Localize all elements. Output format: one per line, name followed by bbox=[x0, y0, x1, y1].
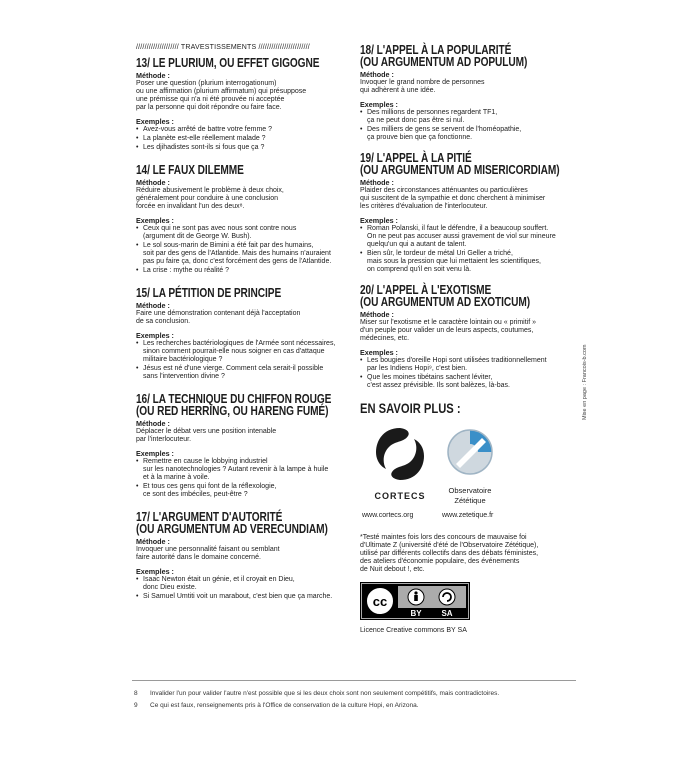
en-savoir-heading: EN SAVOIR PLUS : bbox=[360, 400, 461, 416]
side-credit: Mise en page : Francois-b.com bbox=[582, 344, 588, 420]
fallacy-title: 20/ L'APPEL À L'EXOTISME (OU ARGUMENTUM AD EXOTICUM) bbox=[360, 282, 531, 309]
list-item: • Ceux qui ne sont pas avec nous sont contre nous (argument dit de George W. Bush). bbox=[136, 225, 346, 241]
exemples-label: Exemples : bbox=[136, 331, 174, 340]
methode-label: Méthode : bbox=[360, 310, 394, 319]
footnote-star: *Testé maintes fois lors des concours de mauvaise foi d'Ultimate Z (université d'été de l'Observatoire Zététique), utilisé par différents collectifs dans des débats féministes, des ateliers d'économie populaire, des événements de Nuit debout !, etc. bbox=[360, 534, 539, 573]
partner-logos bbox=[360, 424, 576, 512]
left-column bbox=[136, 44, 346, 613]
list-item: • Des millions de personnes regardent TF1, ça ne peut donc pas être si nul. bbox=[360, 109, 576, 125]
list-item: • Avez-vous arrêté de battre votre femme ? bbox=[136, 126, 346, 134]
fallacy-20 bbox=[360, 284, 576, 390]
exemples-label: Exemples : bbox=[360, 100, 398, 109]
right-column bbox=[360, 44, 576, 634]
list-item: • Des milliers de gens se servent de l'homéopathie, ça prouve bien que ça fonctionne. bbox=[360, 126, 576, 142]
cc-text: cc bbox=[372, 594, 388, 609]
exemples-list bbox=[136, 340, 346, 381]
list-item: • Roman Polanski, il faut le défendre, il a beaucoup souffert. On ne peut pas accuser aussi gravement de viol sur mineure quelqu'un qui a autant de talent. bbox=[360, 225, 576, 249]
fallacy-15 bbox=[136, 287, 346, 381]
exemples-list bbox=[360, 109, 576, 142]
fallacy-13 bbox=[136, 57, 346, 152]
fallacy-title: 17/ L'ARGUMENT D'AUTORITÉ (OU ARGUMENTUM AD VERECUNDIAM) bbox=[136, 509, 328, 536]
methode-text: Invoquer une personnalité faisant ou semblant faire autorité dans le domaine concerné. bbox=[136, 546, 280, 561]
methode-label: Méthode : bbox=[136, 71, 170, 80]
exemples-list bbox=[360, 357, 576, 390]
list-item: • Bien sûr, le tordeur de métal Uri Geller a triché, mais sous la pression que lui mettaient les scientifiques, on comprend qu'il en soit venu là. bbox=[360, 250, 576, 274]
zetetique-name-2: Zététique bbox=[454, 496, 486, 505]
cc-sa-text: SA bbox=[441, 609, 453, 618]
list-item: • Les bougies d'oreille Hopi sont utilisées traditionnellement par les Indiens Hopi⁹, c'est bien. bbox=[360, 357, 576, 373]
methode-text: Déplacer le débat vers une position intenable par l'interlocuteur. bbox=[136, 428, 277, 443]
exemples-list bbox=[360, 225, 576, 274]
list-item: • Le sol sous-marin de Bimini a été fait par des humains, soit par des gens de l'Atlantide. Mais des humains n'auraient pas pu faire ça, donc c'est forcément des gens de l'Atlantide. bbox=[136, 242, 346, 266]
footnote-8: 8 Invalider l'un pour valider l'autre n'est possible que si les deux choix sont non seulement compétitifs, mais contradictoires. bbox=[134, 690, 500, 697]
methode-text: Miser sur l'exotisme et le caractère lointain ou « primitif » d'un peuple pour valider un de leurs aspects, coutumes, médecines, etc. bbox=[360, 319, 537, 342]
methode-text: Plaider des circonstances atténuantes ou particulières qui suscitent de la sympathie et donc cherchent à minimiser les critères d'évaluation de l'interlocuteur. bbox=[360, 187, 546, 210]
cc-by-text: BY bbox=[410, 609, 422, 618]
exemples-list bbox=[136, 225, 346, 275]
list-item: • La planète est-elle réellement malade ? bbox=[136, 135, 346, 143]
methode-text: Invoquer le grand nombre de personnes qui adhèrent à une idée. bbox=[360, 79, 485, 94]
methode-label: Méthode : bbox=[136, 419, 170, 428]
list-item: • Si Samuel Umtiti voit un marabout, c'est bien que ça marche. bbox=[136, 593, 346, 601]
exemples-label: Exemples : bbox=[136, 449, 174, 458]
cortecs-link[interactable]: www.cortecs.org bbox=[362, 512, 414, 519]
fallacy-title: 16/ LA TECHNIQUE DU CHIFFON ROUGE (OU RED HERRING, OU HARENG FUMÉ) bbox=[136, 391, 332, 418]
cortecs-name: CORTECS bbox=[374, 491, 426, 501]
partner-urls bbox=[360, 512, 576, 526]
fallacy-title: 15/ LA PÉTITION DE PRINCIPE bbox=[136, 285, 282, 300]
fallacy-title: 14/ LE FAUX DILEMME bbox=[136, 162, 244, 177]
zetetique-link[interactable]: www.zetetique.fr bbox=[442, 512, 494, 519]
list-item: • Les recherches bactériologiques de l'Armée sont nécessaires, sinon comment pourrait-elle nous soigner en cas d'attaque militaire bactériologique ? bbox=[136, 340, 346, 364]
fallacy-17 bbox=[136, 511, 346, 601]
list-item: • Que les moines tibétains sachent léviter, c'est assez prévisible. Ils sont balèzes, là-bas. bbox=[360, 374, 576, 390]
fallacy-subtitle: (OU ARGUMENTUM AD POPULUM) bbox=[360, 54, 528, 69]
list-item: • Isaac Newton était un génie, et il croyait en Dieu, donc Dieu existe. bbox=[136, 576, 346, 592]
methode-label: Méthode : bbox=[136, 537, 170, 546]
zetetique-logo[interactable] bbox=[430, 424, 510, 505]
footnote-divider bbox=[132, 680, 576, 681]
exemples-list bbox=[136, 126, 346, 152]
list-item: • Les djihadistes sont-ils si fous que ça ? bbox=[136, 144, 346, 152]
fallacy-subtitle: (OU ARGUMENTUM AD VERECUNDIAM) bbox=[136, 521, 328, 536]
fallacy-title: 13/ LE PLURIUM, OU EFFET GIGOGNE bbox=[136, 55, 320, 70]
methode-label: Méthode : bbox=[136, 301, 170, 310]
fallacy-title: 18/ L'APPEL À LA POPULARITÉ (OU ARGUMENTUM AD POPULUM) bbox=[360, 42, 528, 69]
exemples-list bbox=[136, 458, 346, 499]
list-item: • Et tous ces gens qui font de la réflexologie, ce sont des imbéciles, peut-être ? bbox=[136, 483, 346, 499]
footnote-9: 9 Ce qui est faux, renseignements pris à l'Office de conservation de la culture Hopi, en Arizona. bbox=[134, 702, 419, 709]
exemples-label: Exemples : bbox=[360, 348, 398, 357]
section-header: //////////////////// TRAVESTISSEMENTS //////////////////////// bbox=[136, 44, 310, 51]
fallacy-subtitle: (OU RED HERRING, OU HARENG FUMÉ) bbox=[136, 403, 329, 418]
cortecs-mark-icon bbox=[370, 424, 430, 484]
methode-text: Réduire abusivement le problème à deux choix, généralement pour conduire à une conclusion forcée en invalidant l'un des deux⁸. bbox=[136, 187, 284, 210]
methode-label: Méthode : bbox=[360, 178, 394, 187]
exemples-label: Exemples : bbox=[360, 216, 398, 225]
cortecs-logo[interactable] bbox=[360, 424, 440, 501]
fallacy-18 bbox=[360, 44, 576, 142]
fallacy-title: 19/ L'APPEL À LA PITIÉ (OU ARGUMENTUM AD MISERICORDIAM) bbox=[360, 150, 560, 177]
zetetique-mark-icon bbox=[442, 424, 498, 480]
zetetique-name-1: Observatoire bbox=[448, 486, 492, 495]
methode-label: Méthode : bbox=[360, 70, 394, 79]
methode-text: Faire une démonstration contenant déjà l'acceptation de sa conclusion. bbox=[136, 310, 301, 325]
exemples-label: Exemples : bbox=[136, 117, 174, 126]
creative-commons-badge-icon bbox=[360, 582, 470, 620]
fallacy-subtitle: (OU ARGUMENTUM AD MISERICORDIAM) bbox=[360, 162, 560, 177]
fallacy-14 bbox=[136, 164, 346, 275]
fallacy-19 bbox=[360, 152, 576, 274]
methode-label: Méthode : bbox=[136, 178, 170, 187]
methode-text: Poser une question (plurium interrogationum) ou une affirmation (plurium affirmatum) qui présuppose une prémisse qui n'a ni été prouvée ni acceptée par la personne qui doit répondre ou faire face. bbox=[136, 80, 307, 111]
license-text: Licence Creative commons BY SA bbox=[360, 627, 467, 634]
fallacy-subtitle: (OU ARGUMENTUM AD EXOTICUM) bbox=[360, 294, 531, 309]
list-item: • Jésus est né d'une vierge. Comment cela serait-il possible sans l'intervention divine ? bbox=[136, 365, 346, 381]
fallacy-16 bbox=[136, 393, 346, 499]
exemples-label: Exemples : bbox=[136, 216, 174, 225]
exemples-list bbox=[136, 576, 346, 601]
exemples-label: Exemples : bbox=[136, 567, 174, 576]
list-item: • La crise : mythe ou réalité ? bbox=[136, 267, 346, 275]
list-item: • Remettre en cause le lobbying industriel sur les nanotechnologies ? Autant revenir à la lampe à huile et à la marine à voile. bbox=[136, 458, 346, 482]
